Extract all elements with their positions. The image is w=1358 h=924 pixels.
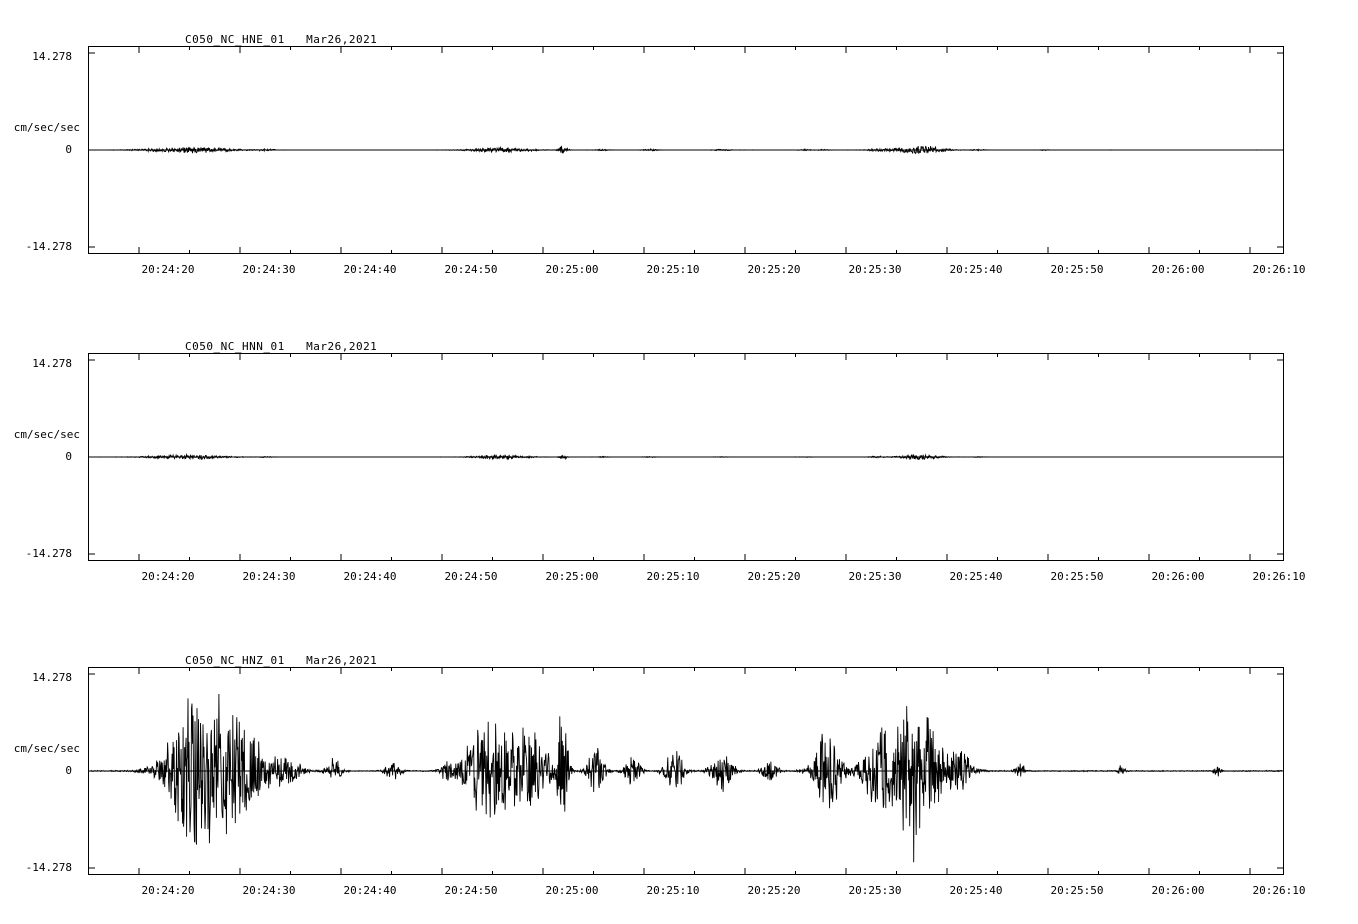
plot-frame-hne xyxy=(88,46,1284,254)
x-tick-label: 20:24:20 xyxy=(141,884,195,897)
x-tick-label: 20:25:10 xyxy=(646,263,700,276)
y-tick-zero-hnz: 0 xyxy=(65,764,72,777)
y-tick-zero-hnn: 0 xyxy=(65,450,72,463)
x-tick-label: 20:24:40 xyxy=(343,884,397,897)
x-tick-label: 20:24:30 xyxy=(242,263,296,276)
x-tick-label: 20:26:10 xyxy=(1252,884,1306,897)
x-tick-label: 20:25:50 xyxy=(1050,570,1104,583)
plot-frame-hnz xyxy=(88,667,1284,875)
x-tick-label: 20:25:20 xyxy=(747,570,801,583)
x-tick-label: 20:25:20 xyxy=(747,884,801,897)
x-tick-label: 20:24:20 xyxy=(141,263,195,276)
panel-title-hne: C050_NC_HNE_01 Mar26,2021 xyxy=(185,33,378,46)
x-tick-label: 20:26:10 xyxy=(1252,570,1306,583)
waveform-trace-hnn xyxy=(89,354,1283,560)
x-tick-label: 20:26:00 xyxy=(1151,570,1205,583)
y-tick-bottom-hne: -14.278 xyxy=(25,240,72,253)
waveform-trace-hnz xyxy=(89,668,1283,874)
y-tick-bottom-hnn: -14.278 xyxy=(25,547,72,560)
y-tick-top-hnn: 14.278 xyxy=(32,357,72,370)
x-tick-label: 20:25:20 xyxy=(747,263,801,276)
x-tick-label: 20:25:40 xyxy=(949,263,1003,276)
x-tick-label: 20:25:10 xyxy=(646,884,700,897)
panel-title-hnn: C050_NC_HNN_01 Mar26,2021 xyxy=(185,340,378,353)
x-tick-label: 20:24:20 xyxy=(141,570,195,583)
x-tick-label: 20:24:50 xyxy=(444,570,498,583)
waveform-trace-hne xyxy=(89,47,1283,253)
y-axis-units-hne: cm/sec/sec xyxy=(13,121,80,134)
y-tick-top-hne: 14.278 xyxy=(32,50,72,63)
y-tick-zero-hne: 0 xyxy=(65,143,72,156)
x-tick-label: 20:24:40 xyxy=(343,570,397,583)
x-tick-label: 20:25:30 xyxy=(848,570,902,583)
x-tick-label: 20:25:40 xyxy=(949,570,1003,583)
x-tick-label: 20:25:00 xyxy=(545,263,599,276)
seismogram-panel-hnz xyxy=(0,618,1358,924)
y-tick-bottom-hnz: -14.278 xyxy=(25,861,72,874)
x-tick-label: 20:26:10 xyxy=(1252,263,1306,276)
x-tick-label: 20:24:30 xyxy=(242,884,296,897)
y-axis-units-hnz: cm/sec/sec xyxy=(13,742,80,755)
y-axis-units-hnn: cm/sec/sec xyxy=(13,428,80,441)
y-tick-top-hnz: 14.278 xyxy=(32,671,72,684)
x-tick-label: 20:25:50 xyxy=(1050,263,1104,276)
x-tick-label: 20:25:50 xyxy=(1050,884,1104,897)
x-tick-label: 20:25:30 xyxy=(848,263,902,276)
x-tick-label: 20:24:50 xyxy=(444,263,498,276)
x-tick-label: 20:25:10 xyxy=(646,570,700,583)
seismogram-panel-hnn xyxy=(0,306,1358,606)
x-tick-label: 20:24:50 xyxy=(444,884,498,897)
x-tick-label: 20:25:30 xyxy=(848,884,902,897)
x-tick-label: 20:25:40 xyxy=(949,884,1003,897)
x-tick-label: 20:26:00 xyxy=(1151,884,1205,897)
panel-title-hnz: C050_NC_HNZ_01 Mar26,2021 xyxy=(185,654,378,667)
x-tick-label: 20:26:00 xyxy=(1151,263,1205,276)
seismogram-panel-hne xyxy=(0,0,1358,300)
plot-frame-hnn xyxy=(88,353,1284,561)
x-tick-label: 20:25:00 xyxy=(545,570,599,583)
x-tick-label: 20:24:30 xyxy=(242,570,296,583)
x-tick-label: 20:24:40 xyxy=(343,263,397,276)
x-tick-label: 20:25:00 xyxy=(545,884,599,897)
